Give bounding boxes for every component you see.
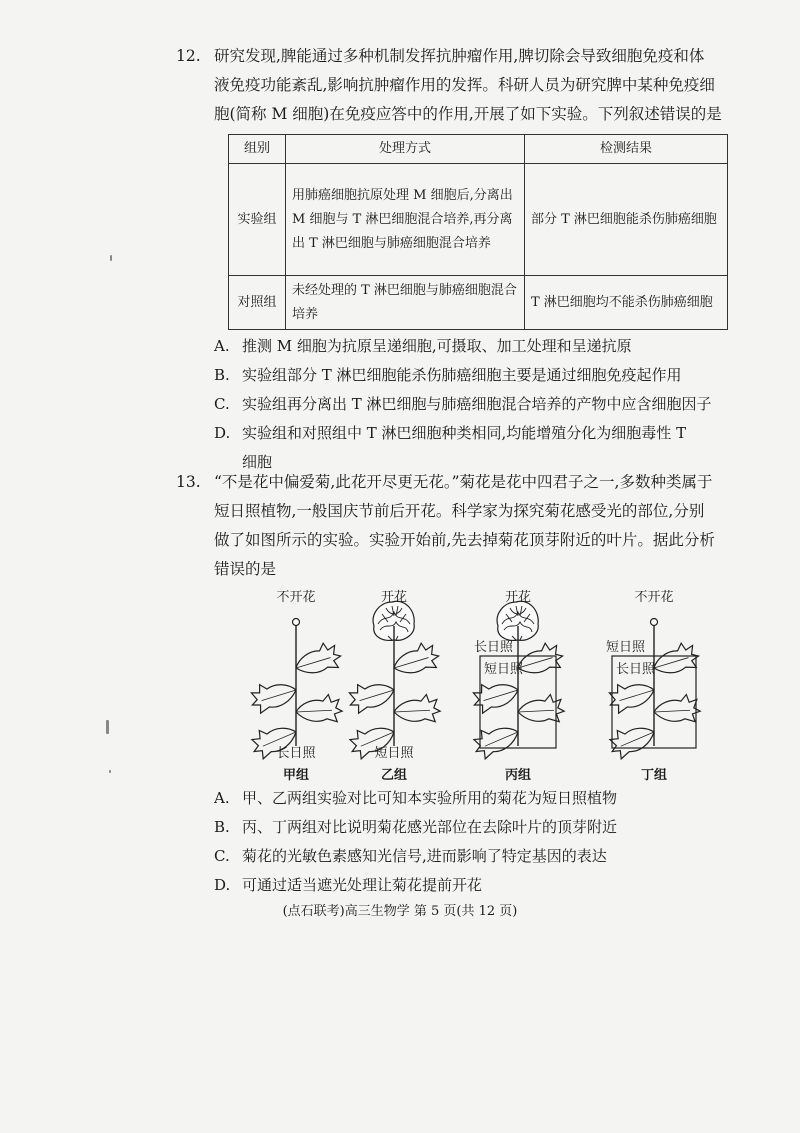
- stem-line: 研究发现,脾能通过多种机制发挥抗肿瘤作用,脾切除会导致细胞免疫和体: [214, 47, 705, 65]
- option-text: 菊花的光敏色素感知光信号,进而影响了特定基因的表达: [242, 847, 607, 865]
- table-cell: T 淋巴细胞均不能杀伤肺癌细胞: [525, 276, 728, 330]
- group-jia-result: 不开花: [276, 590, 316, 605]
- option-text: 可通过适当遮光处理让菊花提前开花: [242, 876, 483, 894]
- table-cell: 实验组: [229, 164, 286, 276]
- option-label: A.: [214, 789, 230, 807]
- option-text: 实验组和对照组中 T 淋巴细胞种类相同,均能增殖分化为细胞毒性 T: [242, 424, 687, 442]
- group-ding-box-light: 长日照: [616, 662, 656, 677]
- group-jia-light: 长日照: [276, 746, 316, 761]
- group-bing-name: 丙组: [504, 768, 531, 783]
- group-yi-name: 乙组: [380, 768, 407, 783]
- group-ding-result: 不开花: [634, 590, 674, 605]
- stem-line: 胞(简称 M 细胞)在免疫应答中的作用,开展了如下实验。下列叙述错误的是: [214, 105, 722, 123]
- page-footer: (点石联考)高三生物学 第 5 页(共 12 页): [282, 904, 518, 919]
- stem-line: 液免疫功能紊乱,影响抗肿瘤作用的发挥。科研人员为研究脾中某种免疫细: [214, 76, 715, 94]
- scan-speck: [109, 770, 111, 773]
- question-number: 12.: [176, 47, 201, 65]
- table-row: [229, 164, 728, 276]
- option-d[interactable]: [214, 871, 617, 900]
- table-header: 组别: [229, 135, 286, 164]
- group-jia-name: 甲组: [282, 768, 309, 783]
- group-bing-plant: [470, 601, 566, 761]
- option-text: 甲、乙两组实验对比可知本实验所用的菊花为短日照植物: [242, 789, 618, 807]
- option-text: 推测 M 细胞为抗原呈递细胞,可摄取、加工处理和呈递抗原: [242, 337, 632, 355]
- table-cell: 对照组: [229, 276, 286, 330]
- group-bing-box-light: 短日照: [484, 662, 524, 677]
- question-12: [176, 42, 722, 129]
- table-cell: 部分 T 淋巴细胞能杀伤肺癌细胞: [525, 164, 728, 276]
- group-yi-light: 短日照: [374, 746, 414, 761]
- option-label: A.: [214, 337, 230, 355]
- question-number: 13.: [176, 473, 201, 491]
- option-text: 实验组部分 T 淋巴细胞能杀伤肺癌细胞主要是通过细胞免疫起作用: [242, 366, 682, 384]
- option-c[interactable]: [214, 390, 712, 419]
- question-13-options: [214, 784, 617, 900]
- table-row: [229, 276, 728, 330]
- option-text: 丙、丁两组对比说明菊花感光部位在去除叶片的顶芽附近: [242, 818, 618, 836]
- option-d[interactable]: [214, 419, 712, 448]
- option-label: B.: [214, 818, 230, 836]
- group-yi-plant: [346, 601, 442, 761]
- table-header: 处理方式: [286, 135, 525, 164]
- question-12-options: [214, 332, 712, 477]
- group-bing-result: 开花: [504, 590, 531, 605]
- option-c[interactable]: [214, 842, 617, 871]
- chrysanthemum-figure: [248, 582, 728, 782]
- option-label: C.: [214, 847, 230, 865]
- table-header-row: [229, 135, 728, 164]
- option-b[interactable]: [214, 813, 617, 842]
- option-b[interactable]: [214, 361, 712, 390]
- option-label: D.: [214, 424, 231, 442]
- stem-line: 短日照植物,一般国庆节前后开花。科学家为探究菊花感受光的部位,分别: [214, 502, 705, 520]
- option-d-continuation: 细胞: [242, 453, 273, 471]
- group-ding-name: 丁组: [640, 768, 667, 783]
- scan-speck: [110, 255, 112, 261]
- stem-line: 做了如图所示的实验。实验开始前,先去掉菊花顶芽附近的叶片。据此分析: [214, 531, 715, 549]
- stem-line: “不是花中偏爱菊,此花开尽更无花。”菊花是花中四君子之一,多数种类属于: [214, 473, 713, 491]
- stem-line: 错误的是: [214, 560, 277, 578]
- option-a[interactable]: [214, 784, 617, 813]
- scan-speck: [106, 720, 109, 734]
- option-text: 实验组再分离出 T 淋巴细胞与肺癌细胞混合培养的产物中应含细胞因子: [242, 395, 712, 413]
- table-header: 检测结果: [525, 135, 728, 164]
- group-jia-plant: [248, 619, 344, 761]
- question-13: [176, 468, 715, 584]
- option-label: B.: [214, 366, 230, 384]
- group-ding-upper-light: 短日照: [606, 640, 646, 655]
- group-bing-upper-light: 长日照: [474, 640, 514, 655]
- option-label: D.: [214, 876, 231, 894]
- table-cell: 用肺癌细胞抗原处理 M 细胞后,分离出 M 细胞与 T 淋巴细胞混合培养,再分离出 T 淋巴细胞与肺癌细胞混合培养: [286, 164, 525, 276]
- table-cell: 未经处理的 T 淋巴细胞与肺癌细胞混合培养: [286, 276, 525, 330]
- experiment-table: [228, 134, 728, 330]
- group-yi-result: 开花: [380, 590, 407, 605]
- option-label: C.: [214, 395, 230, 413]
- option-a[interactable]: [214, 332, 712, 361]
